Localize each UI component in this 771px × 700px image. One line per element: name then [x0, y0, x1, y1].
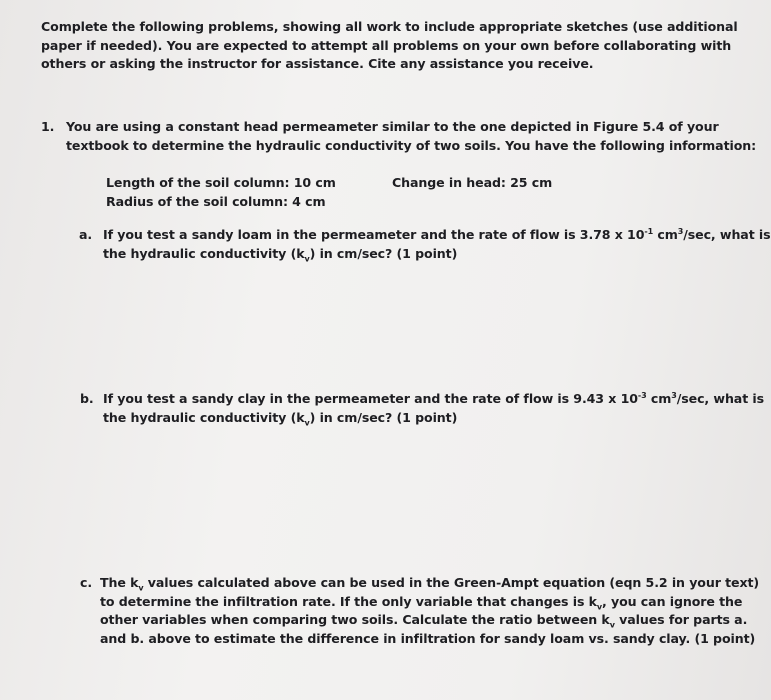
part-a-line-2-end: ) in cm/sec? (1 point)	[309, 245, 458, 261]
part-c-prompt	[100, 574, 760, 648]
part-a-line-2-text: the hydraulic conductivity (k	[103, 245, 305, 261]
part-b-text-end: /sec, what is	[676, 391, 765, 406]
part-c-line-3-end: values for parts a.	[614, 612, 748, 627]
part-c-line-2-start: to determine the infiltration rate. If the only variable that changes is k	[100, 593, 597, 609]
part-b-line-2	[103, 409, 663, 428]
part-c-line-3-subscript: v	[609, 620, 615, 630]
instructions-paragraph	[41, 18, 738, 74]
question-number: 1.	[41, 119, 55, 134]
part-a-exponent: -1	[644, 226, 654, 236]
part-b-unit-cube: 3	[671, 390, 677, 400]
part-a-line-1	[103, 226, 771, 245]
part-b-unit: cm	[646, 391, 672, 406]
instructions-line-2: paper if needed). You are expected to attempt all problems on your own before collaborating with	[41, 37, 732, 53]
part-a-unit: cm	[653, 227, 678, 242]
part-a-label: a.	[79, 227, 93, 242]
bleed-through-text	[150, 297, 154, 311]
part-c-line-2-end: , you can ignore the	[602, 593, 743, 609]
part-b-text: If you test a sandy clay in the permeameter and the rate of flow is 9.43 x 10	[103, 391, 638, 406]
part-a-text: If you test a sandy loam in the permeameter and the rate of flow is 3.78 x 10	[103, 227, 645, 242]
instructions-line-1: Complete the following problems, showing all work to include appropriate sketches (use additional	[41, 19, 738, 34]
part-b-line-2-end: ) in cm/sec? (1 point)	[309, 409, 458, 425]
part-c-line-1	[100, 574, 760, 593]
soil-column-length: Length of the soil column: 10 cm	[106, 175, 336, 190]
part-c-line-1-start: The k	[100, 575, 139, 590]
part-a-subscript: v	[304, 254, 310, 264]
change-in-head: Change in head: 25 cm	[392, 175, 553, 190]
part-a-line-2	[103, 245, 663, 264]
given-info-left	[106, 174, 366, 211]
instructions-line-3: others or asking the instructor for assistance. Cite any assistance you receive.	[41, 56, 594, 71]
given-info-right	[392, 174, 612, 193]
part-c-line-3	[100, 611, 748, 630]
question-1-prompt	[66, 118, 757, 155]
part-b-prompt	[103, 390, 765, 428]
question-1-line-2: textbook to determine the hydraulic conductivity of two soils. You have the following information:	[66, 137, 757, 153]
part-c-line-2-subscript: v	[596, 602, 603, 612]
part-b-line-2-text: the hydraulic conductivity (k	[103, 409, 305, 425]
part-a-text-end: /sec, what is	[683, 227, 771, 242]
part-c-line-2	[100, 593, 743, 612]
part-b-subscript: v	[304, 418, 310, 428]
part-c-line-1-end: values calculated above can be used in the Green-Ampt equation (eqn 5.2 in your text)	[143, 575, 760, 590]
part-b-label: b.	[80, 391, 94, 406]
part-a-prompt	[103, 226, 771, 264]
part-c-line-3-start: other variables when comparing two soils. Calculate the ratio between k	[100, 612, 610, 627]
part-b-line-1	[103, 390, 765, 409]
part-a-unit-cube: 3	[677, 226, 684, 236]
part-c-line-4: and b. above to estimate the difference in infiltration for sandy loam vs. sandy clay. (1 point)	[100, 630, 756, 646]
question-1-line-1: You are using a constant head permeameter similar to the one depicted in Figure 5.4 of your	[66, 119, 719, 134]
soil-column-radius: Radius of the soil column: 4 cm	[106, 193, 326, 209]
part-b-exponent: -3	[637, 390, 647, 400]
part-c-label: c.	[80, 575, 93, 590]
part-c-line-1-subscript: v	[138, 583, 144, 593]
